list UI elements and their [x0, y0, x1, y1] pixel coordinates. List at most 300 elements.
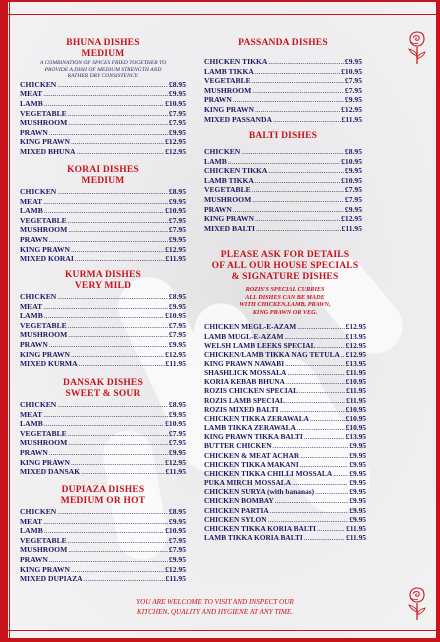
menu-item-name: LAMB [20, 98, 43, 108]
menu-item [20, 410, 186, 420]
menu-item-price: £10.95 [341, 175, 362, 185]
menu-item [204, 396, 366, 405]
menu-item-name: LAMB TIKKA KORIA BALTI [204, 532, 303, 542]
menu-item-name: CHICKEN/LAMB TIKKA NAG TETULA [204, 349, 340, 359]
leader-dots [315, 487, 348, 496]
menu-item-name: LAMB TIKKA ZERAWALA [204, 423, 296, 433]
leader-dots [270, 506, 349, 515]
leader-dots [256, 224, 341, 234]
menu-item-price: £9.95 [168, 516, 186, 526]
leader-dots [252, 76, 344, 86]
menu-item-price: £7.95 [168, 320, 186, 330]
menu-item-name: MEAT [20, 409, 43, 419]
menu-item [204, 414, 366, 423]
menu-item-name: MIXED BHUNA [20, 146, 76, 156]
menu-item-name: MUSHROOM [20, 545, 68, 555]
menu-item [204, 176, 362, 186]
menu-item-price: £12.95 [345, 340, 366, 350]
leader-dots [79, 359, 165, 369]
leader-dots [49, 340, 168, 350]
menu-item [204, 441, 366, 450]
leader-dots [252, 185, 344, 195]
menu-item-price: £9.95 [349, 496, 366, 506]
menu-item [20, 438, 186, 448]
menu-item [20, 359, 186, 369]
menu-item [20, 574, 186, 584]
leader-dots [71, 565, 164, 575]
leader-dots [285, 359, 345, 368]
menu-item [20, 429, 186, 439]
menu-item-name: KING PRAWN [20, 244, 70, 254]
menu-item [204, 359, 366, 368]
leader-dots [255, 176, 340, 186]
leader-dots [68, 536, 168, 546]
menu-item-price: £10.95 [165, 311, 186, 321]
menu-item [204, 350, 366, 359]
menu-item-price: £11.95 [165, 467, 186, 477]
menu-item-price: £7.95 [168, 118, 186, 128]
menu-item-price: £10.95 [165, 98, 186, 108]
menu-item [204, 57, 362, 67]
menu-item-name: CHICKEN TIKKA [204, 166, 268, 176]
menu-item-name: PRAWN [20, 127, 48, 137]
leader-dots [71, 458, 164, 468]
leader-dots [68, 118, 168, 128]
menu-item-price: £12.95 [345, 322, 366, 332]
menu-item-price: £7.95 [168, 215, 186, 225]
menu-item-price: £10.95 [345, 404, 366, 414]
leader-dots [44, 526, 164, 536]
menu-item [20, 330, 186, 340]
menu-item-name: MEAT [20, 516, 43, 526]
menu-item [204, 67, 362, 77]
menu-item-price: £7.95 [168, 108, 186, 118]
menu-item-price: £9.95 [168, 234, 186, 244]
menu-item-price: £9.95 [168, 196, 186, 206]
menu-item-name: CHICKEN TIKKA MAKANI [204, 459, 299, 469]
leader-dots [57, 187, 168, 197]
section-title: PASSANDA DISHES [238, 38, 328, 48]
menu-item [20, 448, 186, 458]
menu-item-name: MIXED DANSAK [20, 467, 81, 477]
menu-item [204, 95, 362, 105]
section-balti [204, 131, 362, 233]
menu-item-price: £10.95 [345, 413, 366, 423]
menu-item [204, 496, 366, 505]
leader-dots [275, 496, 349, 505]
leader-dots [341, 350, 345, 359]
leader-dots [68, 225, 168, 235]
leader-dots [304, 432, 345, 441]
leader-dots [233, 205, 344, 215]
menu-item-name: CHICKEN [20, 507, 57, 516]
specials-note: WITH CHICKEN,LAMB, PRAWN, [239, 301, 331, 309]
leader-dots [273, 115, 341, 125]
menu-item-price: £12.95 [345, 349, 366, 359]
leader-dots [252, 195, 344, 205]
menu-item [204, 185, 362, 195]
menu-item-name: CHICKEN MEGL-E-AZAM [204, 322, 297, 332]
menu-item [20, 225, 186, 235]
menu-item-price: £9.95 [344, 204, 362, 214]
section-title: DUPIAZA DISHES [61, 485, 145, 495]
menu-item-name: LAMB [20, 206, 43, 216]
menu-item-name: VEGETABLE [20, 428, 67, 438]
leader-dots [43, 89, 168, 99]
leader-dots [286, 377, 345, 386]
menu-item-name: BUTTER CHICKEN [204, 441, 272, 451]
menu-item [204, 195, 362, 205]
menu-item [20, 467, 186, 477]
menu-item-name: LAMB [204, 156, 227, 166]
menu-item [20, 147, 186, 157]
menu-item-name: MIXED KURMA [20, 359, 78, 369]
menu-item [204, 515, 366, 524]
menu-item-price: £7.95 [344, 194, 362, 204]
section-dupiaza [20, 485, 186, 584]
menu-item-list [20, 187, 186, 264]
menu-item [204, 432, 366, 441]
menu-item [204, 224, 362, 234]
menu-item-name: KING PRAWN [20, 349, 70, 359]
menu-item [204, 157, 362, 167]
leader-dots [68, 545, 168, 555]
menu-item [20, 235, 186, 245]
menu-item-price: £9.95 [344, 57, 362, 66]
menu-item-name: CHICKEN TIKKA CHILLI MOSSALA [204, 468, 333, 478]
menu-item-price: £10.95 [165, 526, 186, 536]
menu-item-price: £8.95 [168, 187, 186, 196]
menu-item-price: £12.95 [165, 349, 186, 359]
leader-dots [300, 460, 349, 469]
leader-dots [49, 235, 168, 245]
menu-item-name: MEAT [20, 196, 43, 206]
menu-item [204, 460, 366, 469]
menu-item-price: £11.95 [346, 532, 366, 542]
menu-item [20, 109, 186, 119]
menu-item-name: VEGETABLE [204, 185, 251, 195]
menu-item-name: PRAWN [204, 95, 232, 105]
menu-item [20, 311, 186, 321]
footer-note [60, 598, 370, 617]
menu-item-name: KING PRAWN [20, 457, 70, 467]
menu-item [20, 99, 186, 109]
leader-dots [292, 478, 348, 487]
section-subtitle: VERY MILD [74, 281, 132, 291]
menu-item-name: KING PRAWN [204, 104, 254, 114]
menu-item-price: £9.95 [344, 166, 362, 176]
menu-item-name: LAMB TIKKA [204, 66, 254, 76]
menu-item [20, 507, 186, 517]
leader-dots [287, 368, 345, 377]
menu-item [20, 458, 186, 468]
leader-dots [297, 423, 345, 432]
menu-item-price: £12.95 [165, 146, 186, 156]
menu-item-price: £7.95 [168, 225, 186, 235]
menu-item [20, 350, 186, 360]
menu-item-name: MUSHROOM [204, 194, 252, 204]
leader-dots [252, 86, 344, 96]
menu-item-name: PUKA MIRCH MOSSALA [204, 478, 292, 488]
menu-item-name: CHICKEN & MEAT ACHAR [204, 450, 300, 460]
specials-note: ALL DISHES CAN BE MADE [245, 293, 325, 301]
section-title: KURMA DISHES [64, 270, 142, 280]
section-note: RATHER DRY CONSISTENCY. [67, 73, 139, 80]
menu-item-name: VEGETABLE [204, 76, 251, 86]
menu-item-name: MIXED BALTI [204, 223, 255, 233]
section-title: KORAI DISHES [67, 165, 139, 175]
section-dansak [20, 378, 186, 477]
menu-item [204, 332, 366, 341]
menu-item [20, 565, 186, 575]
leader-dots [255, 214, 340, 224]
menu-item-name: LAMB [20, 311, 43, 321]
section-subtitle: MEDIUM [81, 176, 125, 186]
specials-title: PLEASE ASK FOR DETAILS [220, 250, 350, 260]
menu-item [204, 487, 366, 496]
menu-item-name: ROZIS MIXED BALTI [204, 404, 279, 414]
menu-item [20, 545, 186, 555]
menu-item-name: CHICKEN [20, 292, 57, 301]
section-subtitle: SWEET & SOUR [65, 389, 141, 399]
menu-item-price: £7.95 [168, 330, 186, 340]
footer-line: YOU ARE WELCOME TO VISIT AND INSPECT OUR [136, 598, 294, 606]
menu-item-price: £11.95 [165, 359, 186, 369]
leader-dots [49, 555, 168, 565]
section-passanda [204, 38, 362, 124]
menu-item-price: £13.95 [345, 432, 366, 442]
menu-item-price: £12.95 [341, 104, 362, 114]
leader-dots [49, 128, 168, 138]
menu-item [204, 322, 366, 331]
menu-item-price: £8.95 [344, 147, 362, 156]
menu-item-name: KING PRAWN TIKKA BALTI [204, 432, 303, 442]
menu-item-price: £9.95 [349, 514, 366, 524]
menu-item-price: £9.95 [349, 478, 366, 488]
leader-dots [44, 419, 164, 429]
menu-item-price: £11.95 [341, 223, 362, 233]
menu-item [204, 86, 362, 96]
leader-dots [57, 292, 168, 302]
menu-item-price: £12.95 [165, 137, 186, 147]
leader-dots [68, 429, 168, 439]
leader-dots [297, 322, 344, 331]
specials-title: OF ALL OUR HOUSE SPECIALS [211, 261, 359, 271]
leader-dots [268, 166, 344, 176]
menu-item-name: PRAWN [204, 204, 232, 214]
border-left [0, 0, 8, 642]
menu-item [204, 377, 366, 386]
leader-dots [273, 441, 349, 450]
menu-item-name: LAMB [20, 419, 43, 429]
menu-item [20, 187, 186, 197]
menu-item-name: CHICKEN PARTIA [204, 505, 269, 515]
leader-dots [68, 330, 168, 340]
leader-dots [44, 99, 164, 109]
menu-item [204, 524, 366, 533]
menu-item-name: MUSHROOM [204, 85, 252, 95]
menu-item [20, 128, 186, 138]
rose-icon [404, 30, 430, 66]
menu-item-list [20, 80, 186, 157]
leader-dots [71, 245, 164, 255]
leader-dots [68, 216, 168, 226]
menu-item-price: £10.95 [345, 423, 366, 433]
menu-item-name: VEGETABLE [20, 535, 67, 545]
menu-item-price: £10.95 [341, 156, 362, 166]
menu-item-name: KING PRAWN [204, 214, 254, 224]
section-subtitle: MEDIUM [81, 49, 125, 59]
leader-dots [81, 467, 164, 477]
menu-item-price: £12.95 [165, 564, 186, 574]
menu-item-name: MUSHROOM [20, 330, 68, 340]
menu-item-name: VEGETABLE [20, 108, 67, 118]
menu-item-price: £11.95 [165, 574, 186, 584]
menu-item [204, 205, 362, 215]
menu-item-name: MEAT [20, 89, 43, 99]
leader-dots [333, 469, 348, 478]
menu-item [20, 555, 186, 565]
menu-item [204, 423, 366, 432]
border-bottom [0, 638, 440, 642]
leader-dots [84, 574, 165, 584]
leader-dots [300, 451, 348, 460]
menu-item-price: £7.95 [344, 85, 362, 95]
menu-item-price: £7.95 [168, 438, 186, 448]
menu-item-price: £9.95 [168, 89, 186, 99]
menu-item-name: MIXED DUPIAZA [20, 574, 83, 584]
menu-item-price: £9.95 [168, 409, 186, 419]
menu-item-price: £7.95 [168, 428, 186, 438]
leader-dots [71, 137, 164, 147]
section-note: PROVIDE A DISH OF MEDIUM STRENGTH AND [44, 66, 162, 73]
menu-item [20, 206, 186, 216]
menu-item [20, 245, 186, 255]
menu-item-name: MUSHROOM [20, 438, 68, 448]
leader-dots [299, 386, 345, 395]
menu-item-price: £11.95 [346, 368, 366, 378]
section-specials [204, 250, 366, 542]
leader-dots [68, 321, 168, 331]
menu-item-price: £7.95 [168, 545, 186, 555]
menu-item-price: £9.95 [168, 339, 186, 349]
menu-item-list [20, 292, 186, 369]
menu-item-name: CHICKEN SYLON [204, 514, 267, 524]
menu-item-price: £9.95 [168, 447, 186, 457]
menu-item-name: CHICKEN [20, 400, 57, 409]
section-korai [20, 165, 186, 264]
menu-item-price: £9.95 [168, 301, 186, 311]
menu-item-name: KORIA KEBAB BHUNA [204, 377, 285, 387]
leader-dots [228, 157, 340, 167]
menu-item-list [20, 400, 186, 477]
menu-item-list [204, 322, 366, 542]
menu-item-price: £12.95 [165, 244, 186, 254]
menu-item-price: £9.95 [349, 450, 366, 460]
menu-item-price: £10.95 [341, 66, 362, 76]
leader-dots [268, 57, 344, 67]
menu-item-price: £8.95 [168, 79, 186, 89]
leader-dots [76, 147, 164, 157]
menu-item-price: £12.95 [165, 457, 186, 467]
menu-item-name: CHICKEN [20, 187, 57, 196]
leader-dots [43, 302, 168, 312]
leader-dots [44, 311, 164, 321]
leader-dots [317, 524, 345, 533]
menu-item [20, 216, 186, 226]
menu-item-price: £11.95 [165, 254, 186, 264]
menu-item-name: KING PRAWN [20, 564, 70, 574]
menu-item-name: PRAWN [20, 234, 48, 244]
menu-item [204, 341, 366, 350]
menu-item [20, 526, 186, 536]
menu-item-name: MUSHROOM [20, 118, 68, 128]
leader-dots [43, 197, 168, 207]
menu-item [204, 368, 366, 377]
menu-item-price: £8.95 [168, 507, 186, 516]
menu-item-name: CHICKEN TIKKA KORIA BALTI [204, 523, 316, 533]
menu-item-price: £12.95 [341, 214, 362, 224]
menu-item [20, 118, 186, 128]
leader-dots [255, 105, 340, 115]
menu-item [20, 89, 186, 99]
border-line-bottom [8, 630, 436, 631]
leader-dots [304, 533, 345, 542]
menu-item-name: LAMB [20, 526, 43, 536]
leader-dots [71, 350, 164, 360]
menu-item-price: £9.95 [349, 505, 366, 515]
menu-item-price: £9.95 [344, 95, 362, 105]
menu-item-price: £11.95 [346, 395, 366, 405]
section-subtitle: MEDIUM OR HOT [60, 496, 146, 506]
menu-item-name: VEGETABLE [20, 320, 67, 330]
menu-item-price: £9.95 [349, 441, 366, 451]
footer-line: KITCHEN, QUALITY AND HYGIENE AT ANY TIME. [136, 607, 294, 616]
menu-item [20, 292, 186, 302]
menu-item-price: £7.95 [168, 535, 186, 545]
menu-item [20, 419, 186, 429]
menu-item [204, 166, 362, 176]
leader-dots [68, 109, 168, 119]
menu-item-price: £8.95 [168, 400, 186, 409]
leader-dots [268, 515, 349, 524]
menu-item [20, 197, 186, 207]
leader-dots [44, 206, 164, 216]
section-title: BHUNA DISHES [66, 38, 140, 48]
leader-dots [284, 332, 344, 341]
menu-item-price: £11.95 [346, 523, 366, 533]
menu-item-name: CHICKEN TIKKA ZERAWALA [204, 413, 309, 423]
specials-note: KING PRAWN OR VEG. [252, 308, 318, 316]
section-note: A COMBINATION OF SPICES FRIED TOGETHER TO [39, 60, 167, 66]
menu-item-price: £13.95 [345, 359, 366, 368]
menu-item-name: PRAWN [20, 447, 48, 457]
menu-item-name: PRAWN [20, 339, 48, 349]
menu-item-name: ROZIS LAMB SPECIAL [204, 395, 285, 405]
menu-item-name: LAMB TIKKA [204, 175, 254, 185]
menu-item-price: £9.95 [349, 487, 366, 497]
menu-item [20, 302, 186, 312]
rose-icon [404, 586, 430, 622]
leader-dots [75, 254, 165, 264]
leader-dots [310, 414, 345, 423]
menu-item-price: £7.95 [344, 185, 362, 195]
leader-dots [241, 147, 344, 157]
menu-item-price: £10.95 [165, 206, 186, 216]
leader-dots [49, 448, 168, 458]
menu-item [204, 451, 366, 460]
leader-dots [317, 341, 345, 350]
